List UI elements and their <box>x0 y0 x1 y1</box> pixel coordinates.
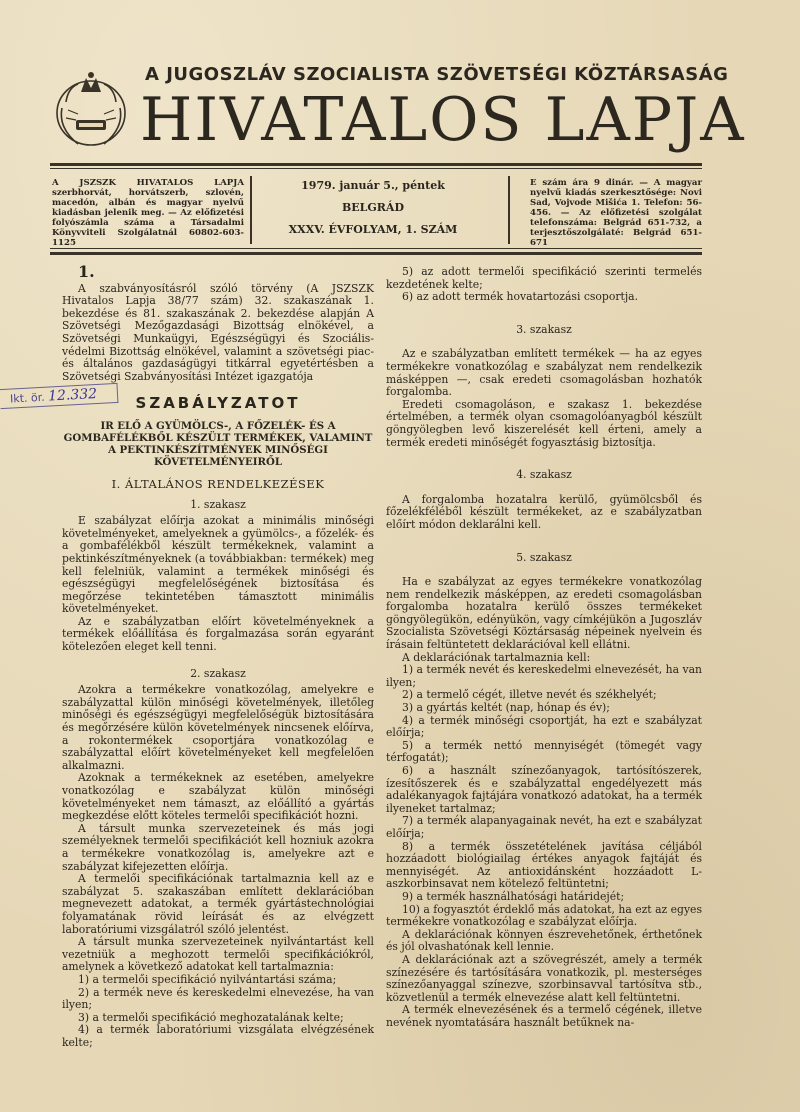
list-item: 7) a termék alapanyagainak nevét, ha ezt e szabályzat előírja; <box>386 814 702 840</box>
list-item: 9) a termék használhatósági határidejét; <box>402 889 625 903</box>
list-item: 3) a gyártás keltét (nap, hónap és év); <box>402 701 610 715</box>
section-5-paragraph: A termék elnevezésének és a termelő cégének, illetve nevének nyomtatására használt betűknek na- <box>386 1003 702 1029</box>
section-2-heading: 2. szakasz <box>190 666 246 680</box>
regulation-intro: A szabványosításról szóló törvény (A JSZSZK Hivatalos Lapja 38/77 szám) 32. szakaszának 1. bekezdése és 81. szakaszának 2. bekezdése alapján A Szövetségi Mezőgazdasági Bizottság elnökével, a Szövetségi Munkaügyi, Egészségügyi és Szociális-védelmi Bizottság elnökével, valamint a szövetségi piac- és általános gazdaságügyi titkárral egyetértésben a Szövetségi Szabványosítási Intézet igazgatója <box>62 281 374 383</box>
section-1-paragraph: Az e szabályzatban előírt követelményeknek a termékek előállítása és forgalmazása során egyaránt kötelezően eleget kell tenni. <box>62 614 374 654</box>
state-emblem-icon <box>48 68 134 154</box>
list-item: 5) a termék nettó mennyiségét (tömegét vagy térfogatát); <box>386 738 702 765</box>
section-5-paragraph: A deklarációnak könnyen észrevehetőnek, érthetőnek és jól olvashatónak kell lennie. <box>386 927 702 954</box>
list-item: 8) a termék összetételének javítása céljából hozzáadott biológiailag értékes anyagok fajtáját és mennyiségét. Az antioxidánsként hozzáadott L-aszkorbinsavat nem kötelező feltüntetni; <box>386 839 702 891</box>
list-item: 1) a termelői specifikáció nyilvántartási száma; <box>78 972 337 986</box>
list-item: 6) a használt színezőanyagok, tartósítószerek, ízesítőszerek és e szabályzattal engedélyezett más adalékanyagok fajtájára vonatkozó adatokat, ha a termék ilyeneket tartalmaz; <box>386 764 702 815</box>
section-5-paragraph: A deklarációnak azt a szövegrészét, amely a termék színezésére és tartósítására vonatkozik, pl. mesterséges színezőanyaggal színezve, szorbinsavval tartósítva stb., közvetlenül a termék elnevezése alatt kell feltüntetni. <box>386 952 702 1004</box>
section-4-heading: 4. szakasz <box>516 468 572 482</box>
section-2-paragraph: Azokra a termékekre vonatkozólag, amelyekre e szabályzattal külön minőségi követelmények, illetőleg minőségi és egészségügyi megfelelőségük biztosítására és megőrzésére külön követelmények nincsenek előírva, a rokontermékek csoportjára vonatkozólag e szabályzattal előírt követelményeket kell megfelelően alkalmazni. <box>62 683 374 772</box>
regulation-subtitle: IR ELŐ A GYÜMÖLCS-, A FŐZELÉK- ÉS A GOMBAFÉLÉKBŐL KÉSZÜLT TERMÉKEK, VALAMINT A PEKTINKÉSZÍTMÉNYEK MINŐSÉGI KÖVETELMÉNYEIRŐL <box>63 419 373 468</box>
section-2-paragraph: A társult munka szervezeteinek nyilvántartást kell vezetniük a meghozott termelői specifikációkról, amelynek a következő adatokat kell tartalmaznia: <box>62 935 374 974</box>
left-column <box>62 262 374 1049</box>
section-3-paragraph: Az e szabályzatban említett termékek — ha az egyes termékekre vonatkozólag e szabályzat nem rendelkezik másképpen —, csak eredeti csomagolásban hozhatók forgalomba. <box>386 347 702 399</box>
section-2-paragraph: A termelői specifikációnak tartalmaznia kell az e szabályzat 5. szakaszában említett deklarációban megnevezett adatokat, a termék gyártástechnológiai folyamatának rövid leírását és az elvégzett laboratóriumi vizsgálatról szóló jelentést. <box>62 872 374 936</box>
header-rule-top <box>50 163 702 166</box>
section-1-heading: 1. szakasz <box>190 497 246 511</box>
header-right-info: E szám ára 9 dinár. — A magyar nyelvű kiadás szerkesztősége: Novi Sad, Vojvode Mišića 1. Telefon: 56-456. — Az előfizetési szolgálat telefonszáma: Belgrád 651-732, a terjesztőszolgálaté: Belgrád 651-671 <box>530 178 702 248</box>
section-3-heading: 3. szakasz <box>516 322 572 336</box>
stamp-label: Ikt. ör. <box>9 390 46 406</box>
stamp-number: 12.332 <box>47 386 98 405</box>
header-rule-bottom <box>50 252 702 255</box>
masthead-title: HIVATALOS LAPJA <box>140 85 746 155</box>
section-1-paragraph: E szabályzat előírja azokat a minimális minőségi követelményeket, amelyeknek a gyümölcs-, a főzelék- és a gombafélékből készült termékeknek, valamint a pektinkészítményeknek (a továbbiakban: termékek) meg kell felelniük, valamint a termékek minőségi és egészségügyi megfelelőségének biztosítása és megőrzése tekintetében támasztott minimális követelményeket. <box>62 514 374 616</box>
header-rule-top-thin <box>50 168 702 169</box>
section-5-heading: 5. szakasz <box>516 550 572 564</box>
regulation-title: SZABÁLYZATOT <box>135 394 301 413</box>
section-2-paragraph: A társult munka szervezeteinek és más jogi személyeknek termelői specifikációt kell hozniuk azokra a termékekre vonatkozólag is, amelyekre azt e szabályzat kifejezetten előírja. <box>62 821 374 873</box>
header-divider-right <box>508 176 510 244</box>
list-item: 2) a termék neve és kereskedelmi elnevezése, ha van ilyen; <box>62 985 374 1012</box>
section-5-paragraph: A deklarációnak tartalmaznia kell: <box>402 650 591 664</box>
header-center <box>268 180 478 246</box>
list-item: 4) a termék laboratóriumi vizsgálata elvégzésének kelte; <box>62 1023 374 1049</box>
issue-place: BELGRÁD <box>341 201 405 214</box>
issue-date: 1979. január 5., péntek <box>301 179 445 192</box>
header-rule-bottom-thin <box>50 248 702 249</box>
section-4-paragraph: A forgalomba hozatalra kerülő, gyümölcsből és főzelékféléből készült termékeket, az e szabályzatban előírt módon deklarálni kell. <box>386 492 702 531</box>
regulation-number: 1. <box>78 262 95 281</box>
header-left-info: A JSZSZK HIVATALOS LAPJA szerbhorvát, horvátszerb, szlovén, macedón, albán és magyar nyelvű kiadásban jelenik meg. — Az előfizetési folyószámla száma a Társadalmi Könyvviteli Szolgálatnál 60802-603-1125 <box>52 178 244 248</box>
section-3-paragraph: Eredeti csomagoláson, e szakasz 1. bekezdése értelmében, a termék olyan csomagolóanyagból készült göngyölegben levő kiszerelését kell érteni, amely a termék eredeti minőségét fogyasztásig biztosítja. <box>386 397 702 449</box>
list-item: 10) a fogyasztót érdeklő más adatokat, ha ezt az egyes termékekre vonatkozólag e szabályzat előírja. <box>386 902 702 929</box>
list-item: 2) a termelő cégét, illetve nevét és székhelyét; <box>402 688 657 702</box>
list-item: 1) a termék nevét és kereskedelmi elnevezését, ha van ilyen; <box>386 663 702 689</box>
masthead-top-line: A JUGOSZLÁV SZOCIALISTA SZÖVETSÉGI KÖZTÁRSASÁG <box>145 64 729 85</box>
list-item: 3) a termelői specifikáció meghozatalának kelte; <box>78 1010 344 1024</box>
section-5-paragraph: Ha e szabályzat az egyes termékekre vonatkozólag nem rendelkezik másképpen, az eredeti csomagolásban forgalomba hozatalra kerülő összes termékeket göngyölegükön, edényükön, vagy címkéjükön a Jugoszláv Szocialista Szövetségi Köztársaság népeinek nyelvein és írásain feltüntetett deklarációval kell ellátni. <box>386 575 702 652</box>
list-item: 4) a termék minőségi csoportját, ha ezt e szabályzat előírja; <box>386 713 702 740</box>
chapter-heading: I. ÁLTALÁNOS RENDELKEZÉSEK <box>111 476 325 491</box>
section-2-paragraph: Azoknak a termékeknek az esetében, amelyekre vonatkozólag e szabályzat külön minőségi követelményeket nem támaszt, az előállító a gyártás megkezdése előtt köteles termelői specifikációt hozni. <box>62 771 374 823</box>
right-column <box>386 266 702 1029</box>
header-divider-left <box>250 176 252 244</box>
list-item: 6) az adott termék hovatartozási csoportja. <box>402 290 639 304</box>
list-item: 5) az adott termelői specifikáció szerinti termelés kezdetének kelte; <box>386 265 702 291</box>
issue-number: XXXV. ÉVFOLYAM, 1. SZÁM <box>288 223 458 236</box>
